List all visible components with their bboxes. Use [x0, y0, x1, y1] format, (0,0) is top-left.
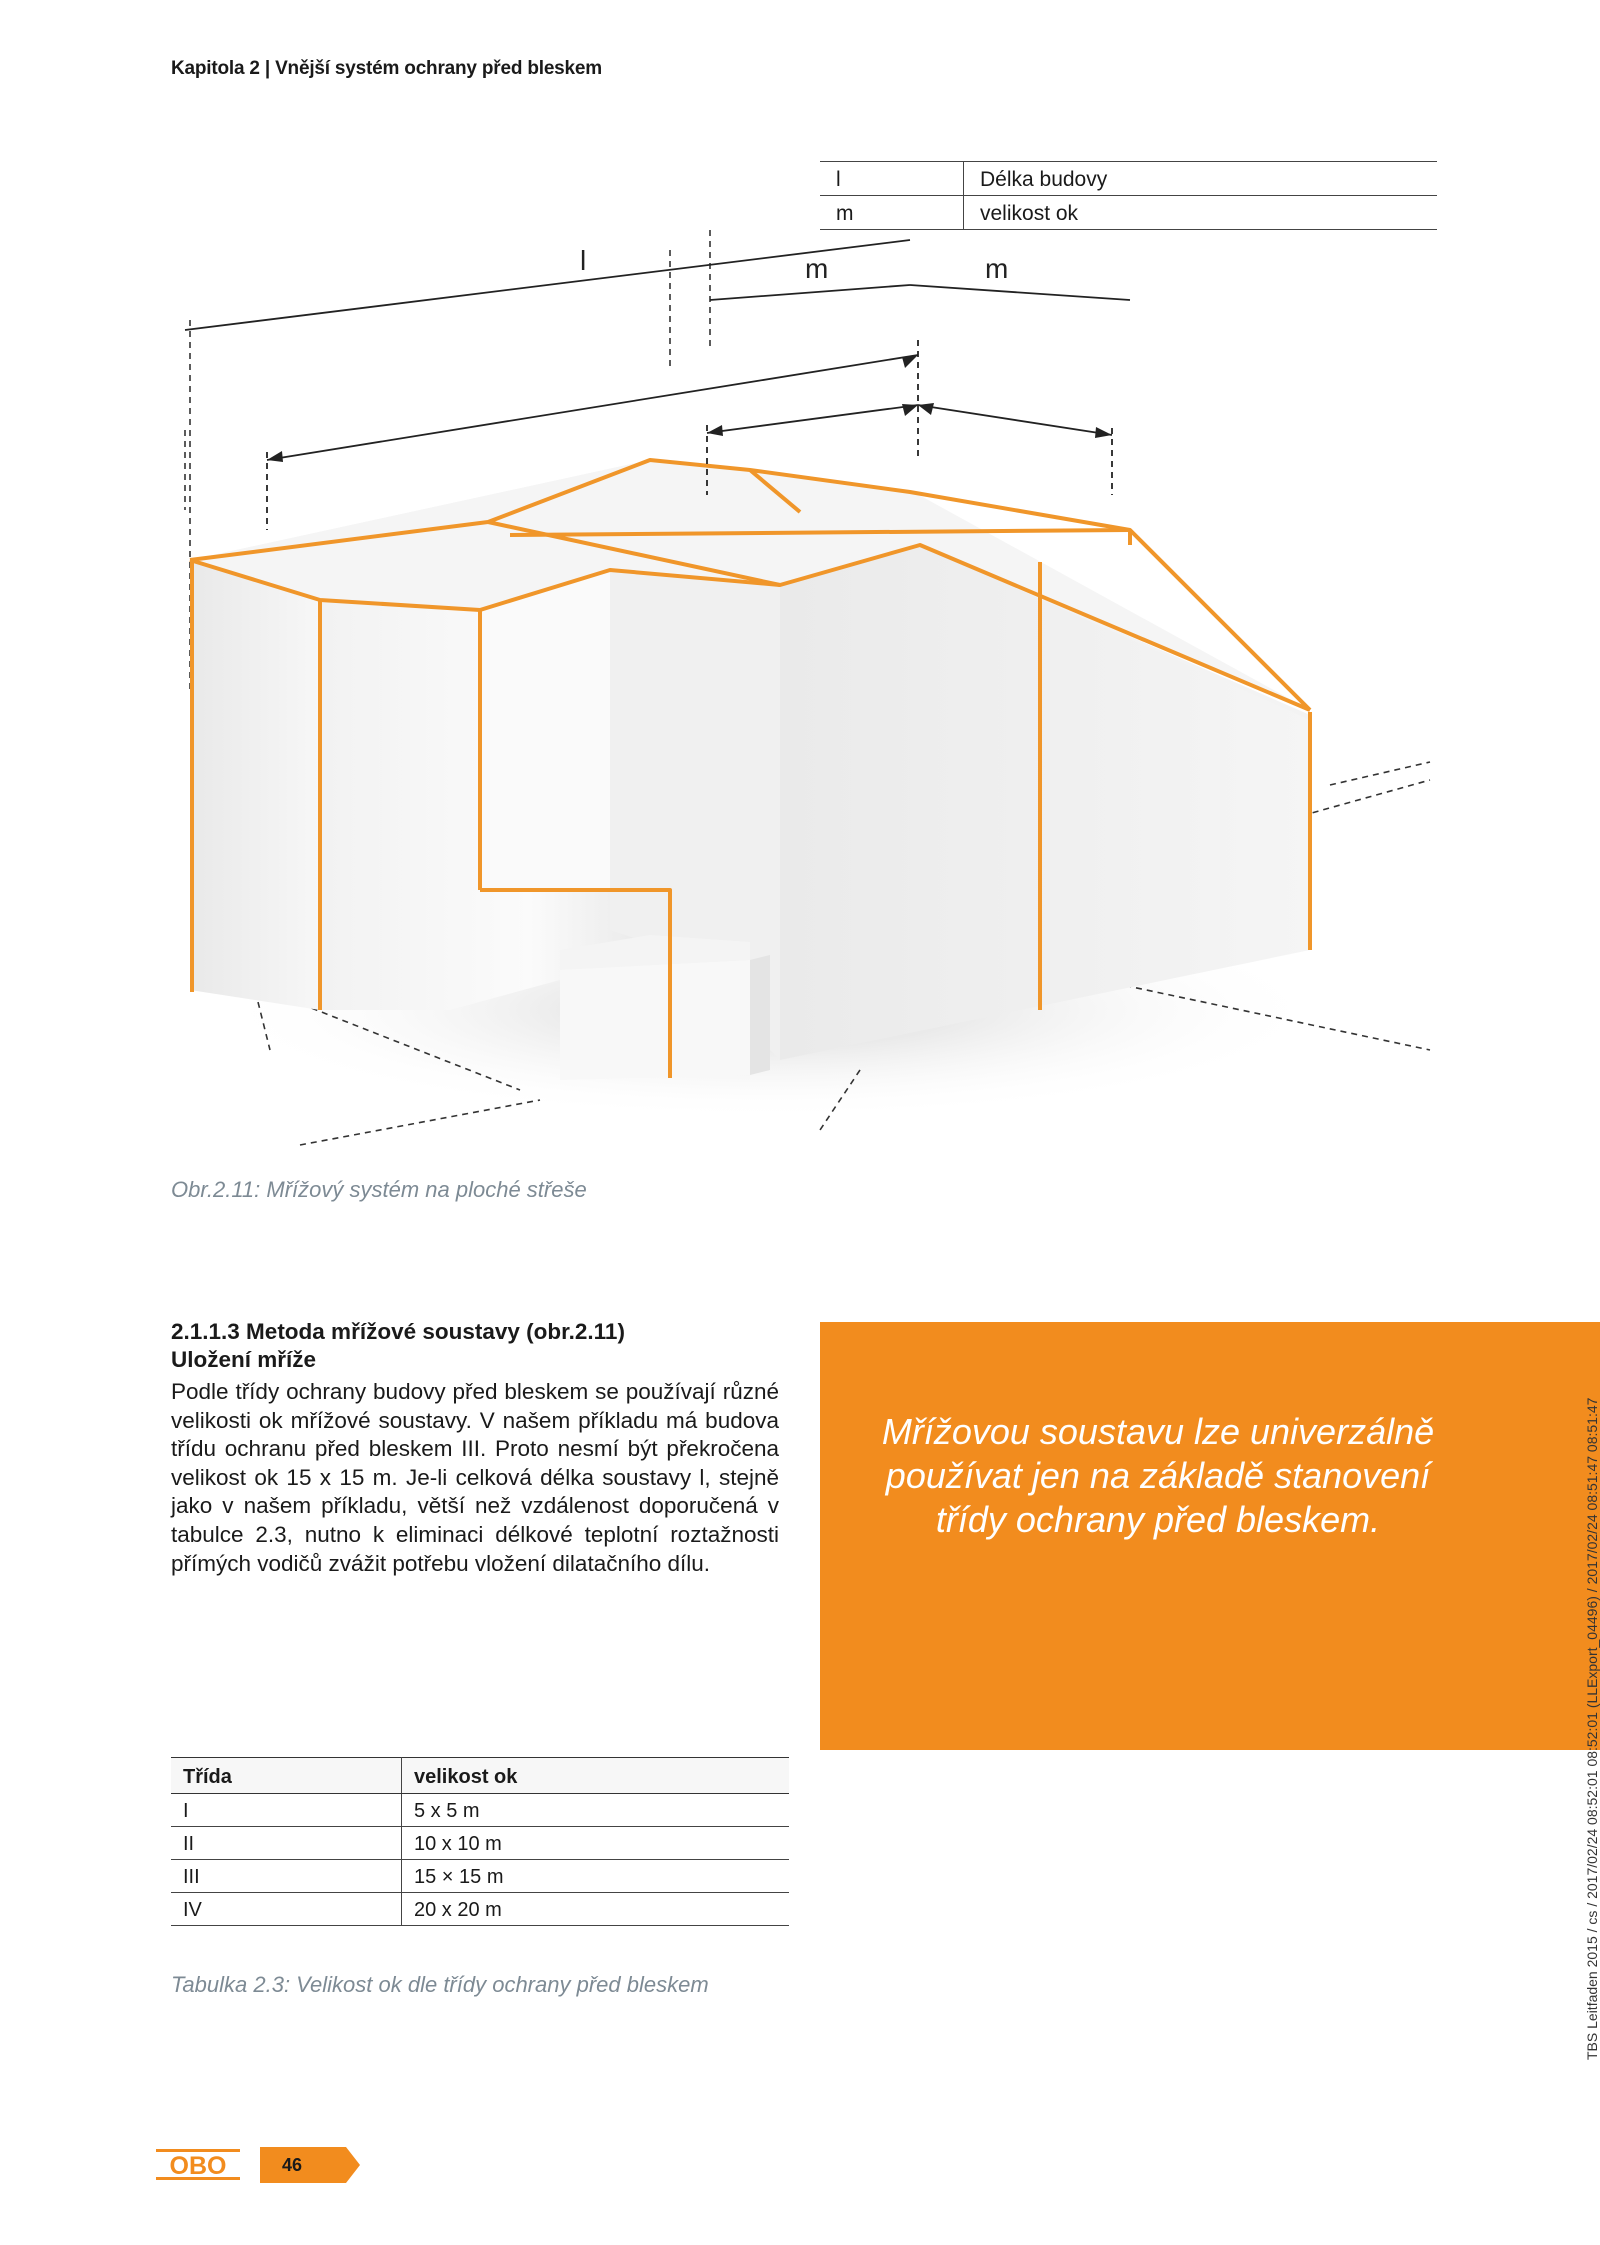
table-cell: II — [171, 1827, 402, 1860]
mesh-size-table — [171, 1757, 789, 1926]
table-cell: IV — [171, 1893, 402, 1926]
chapter-header: Kapitola 2 | Vnější systém ochrany před bleskem — [171, 58, 602, 79]
label-l: l — [580, 245, 587, 276]
table-cell: 5 x 5 m — [402, 1794, 790, 1827]
callout-text: Mřížovou soustavu lze univerzálně používat jen na základě stanovení třídy ochrany před bleskem. — [881, 1411, 1435, 1540]
section-heading — [171, 1318, 625, 1374]
dimension-overlay — [250, 330, 1430, 630]
table-cell: III — [171, 1860, 402, 1893]
table-row — [171, 1893, 789, 1926]
label-m-left: m — [805, 253, 829, 284]
page-number: 46 — [282, 2155, 303, 2175]
annex-box-front — [560, 960, 750, 1080]
table-caption: Tabulka 2.3: Velikost ok dle třídy ochrany před bleskem — [171, 1972, 709, 1997]
table-cell: 15 × 15 m — [402, 1860, 790, 1893]
table-cell: 20 x 20 m — [402, 1893, 790, 1926]
table-row — [171, 1860, 789, 1893]
label-m-right: m — [985, 253, 1009, 284]
section-title: 2.1.1.3 Metoda mřížové soustavy (obr.2.11) — [171, 1319, 625, 1344]
svg-text:OBO: OBO — [169, 2152, 227, 2180]
table-cell: 10 x 10 m — [402, 1827, 790, 1860]
legend-table — [820, 161, 1437, 230]
table-header: Třída — [171, 1758, 402, 1794]
legend-row — [820, 162, 1437, 196]
legend-row — [820, 196, 1437, 230]
print-metadata-text: TBS Leitfaden 2015 / cs / 2017/02/24 08:52:01 08:52:01 (LLExport_04496) / 2017/02/24 08:51:47 08:51:47 — [1584, 1397, 1600, 2060]
page-number-tab — [260, 2147, 360, 2183]
table-row — [171, 1827, 789, 1860]
figure-caption: Obr.2.11: Mřížový systém na ploché střeše — [171, 1177, 587, 1202]
table-cell: I — [171, 1794, 402, 1827]
table-row — [171, 1794, 789, 1827]
legend-value: Délka budovy — [964, 162, 1438, 196]
table-header-row — [171, 1758, 789, 1794]
annex-box-side — [750, 955, 770, 1075]
legend-value: velikost ok — [964, 196, 1438, 230]
obo-logo — [156, 2148, 240, 2182]
section-subtitle: Uložení mříže — [171, 1347, 317, 1372]
legend-key: l — [820, 162, 964, 196]
section-body: Podle třídy ochrany budovy před bleskem se používají různé velikosti ok mřížové soustavy. V našem příkladu má budova třídu ochranu před bleskem III. Proto nesmí být překročena velikost ok 15 x 15 m. Je-li celková délka soustavy l, stejně jako v našem příkladu, větší než vzdálenost doporučená v tabulce 2.3, nutno k eliminaci délkové teplotní roztažnosti přímých vodičů zvážit potřebu vložení dilatačního dílu. — [171, 1379, 779, 1576]
legend-key: m — [820, 196, 964, 230]
table-header: velikost ok — [402, 1758, 790, 1794]
